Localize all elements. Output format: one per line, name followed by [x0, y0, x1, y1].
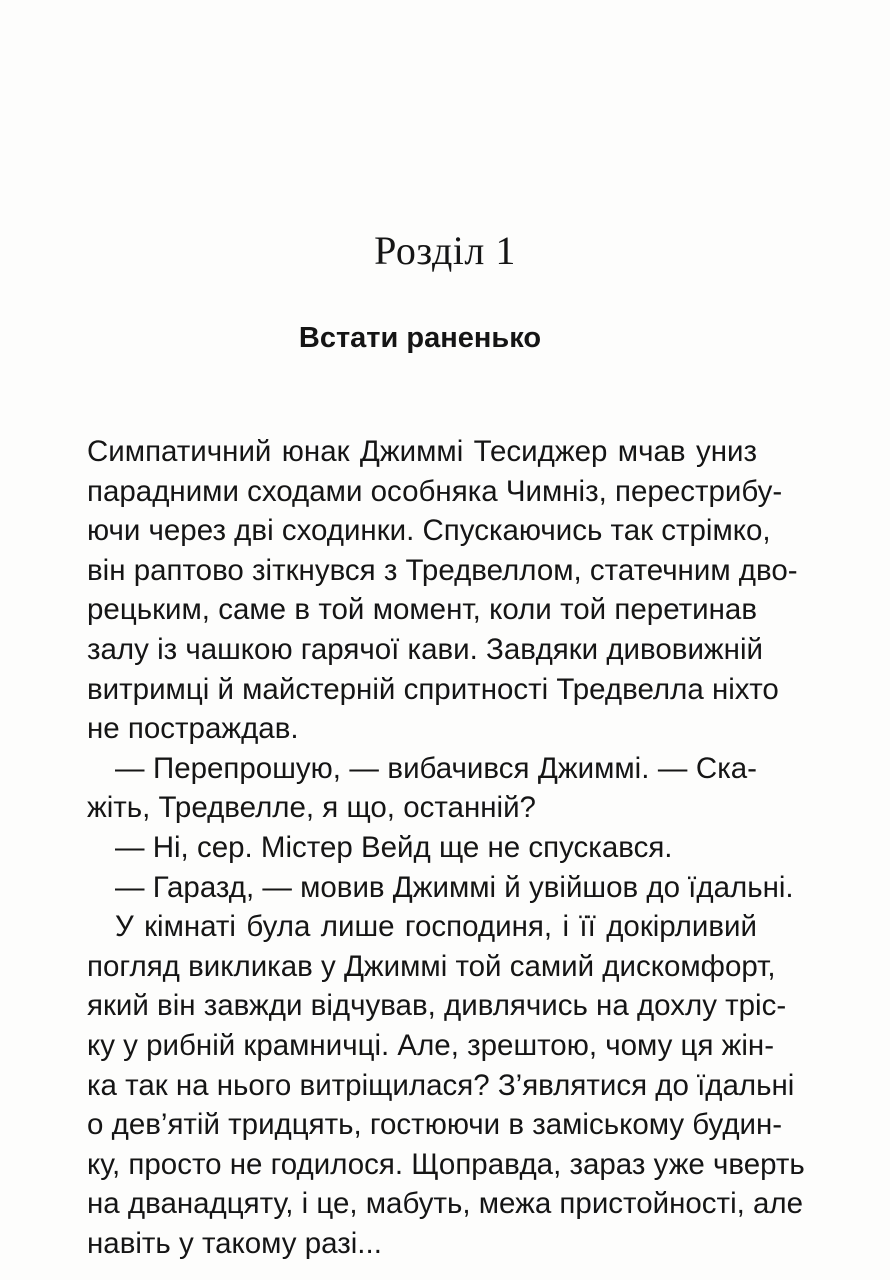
text-line: ючи через дві сходинки. Спускаючись так стрімко, [87, 514, 771, 548]
text-line: залу із чашкою гарячої кави. Завдяки дивовижній [87, 632, 763, 666]
text-line: ку, просто не годилося. Щоправда, зараз уже чверть [87, 1147, 805, 1181]
text-line: на дванадцяту, і це, мабуть, межа пристойності, але [87, 1187, 804, 1221]
text-line: погляд викликав у Джиммі той самий дискомфорт, [87, 949, 776, 983]
text-line: парадними сходами особняка Чимніз, перестрибу- [87, 474, 783, 508]
chapter-number: Розділ 1 [374, 228, 516, 273]
chapter-title: Встати раненько [298, 322, 542, 354]
text-line: рецьким, саме в той момент, коли той перетинав [87, 593, 757, 627]
dialogue-line: — Ні, сер. Містер Вейд ще не спускався. [115, 830, 673, 864]
text-line: він раптово зіткнувся з Тредвеллом, статечним дво- [87, 553, 798, 587]
text-line: жіть, Тредвелле, я що, останній? [87, 791, 536, 825]
dialogue-line: — Перепрошую, — вибачився Джиммі. — Ска- [115, 751, 757, 785]
text-line: о дев’ятій тридцять, гостюючи в заміському будин- [87, 1108, 783, 1142]
dialogue-line: — Гаразд, — мовив Джиммі й увійшов до їдальні. [115, 870, 794, 904]
text-line: навіть у такому разі... [87, 1226, 382, 1260]
text-line: У кімнаті була лише господиня, і її докірливий [115, 910, 757, 944]
text-line: витримці й майстерній спритності Тредвелла ніхто [87, 672, 779, 706]
chapter-body [87, 432, 805, 1263]
text-line: не постраждав. [87, 712, 299, 746]
text-line: ка так на нього витріщилася? З’являтися до їдальні [87, 1068, 795, 1102]
text-line: який він завжди відчував, дивлячись на дохлу тріс- [87, 989, 787, 1023]
text-line: ку у рибній крамничці. Але, зрештою, чому ця жін- [87, 1028, 775, 1062]
text-line: Симпатичний юнак Джиммі Тесиджер мчав униз [87, 435, 757, 468]
